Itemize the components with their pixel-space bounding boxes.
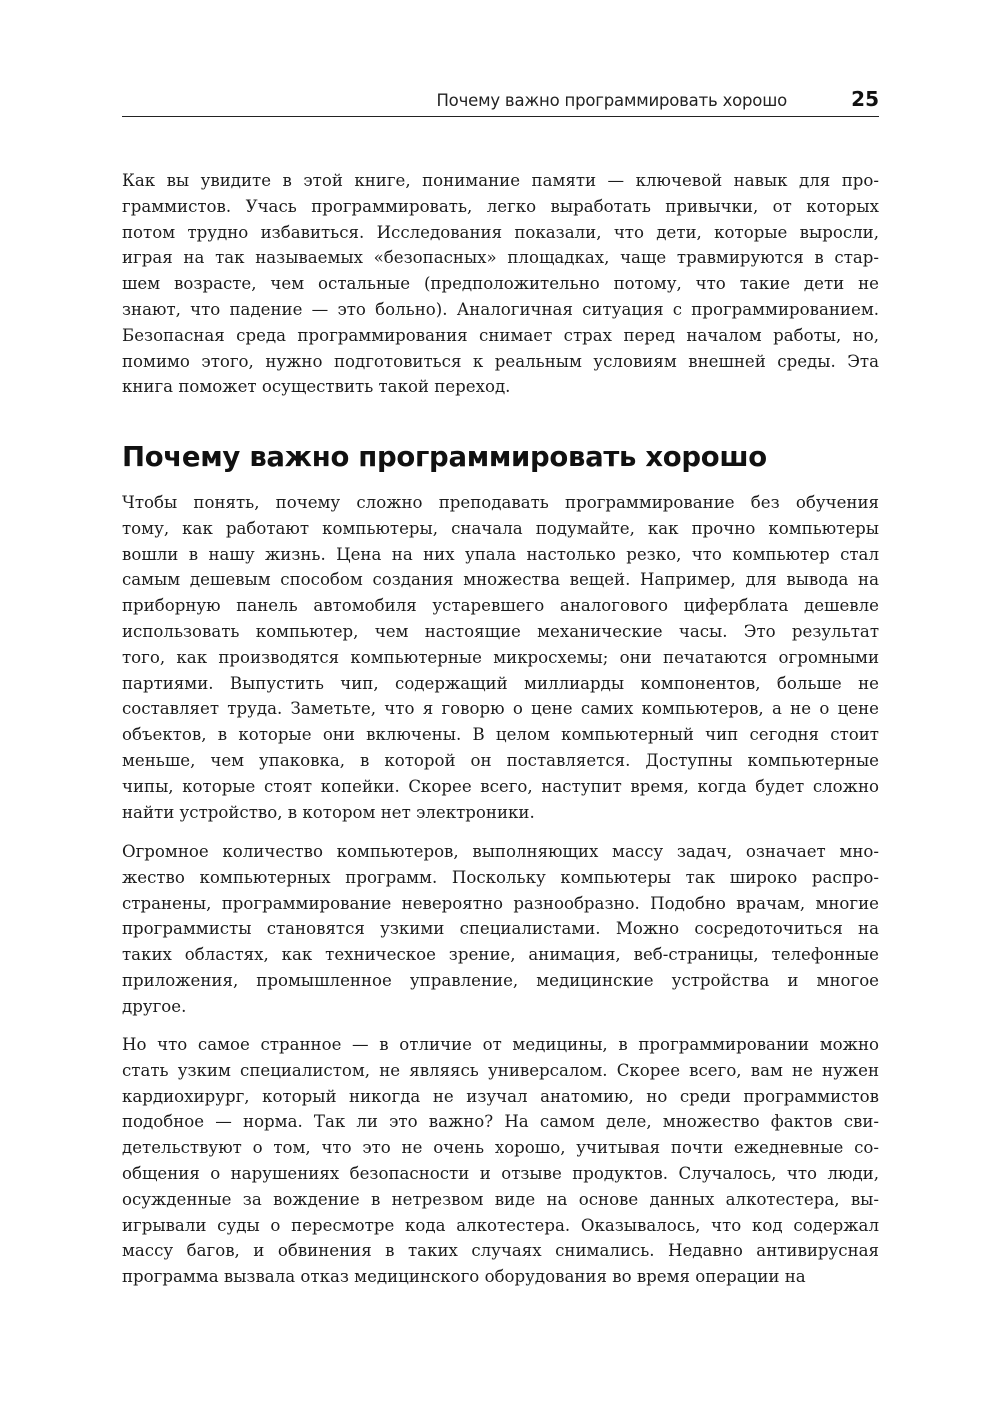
text-line: Чтобы понять, почему сложно преподавать программирование без обучения bbox=[122, 493, 879, 512]
running-header bbox=[122, 86, 879, 117]
text-line: подобное — норма. Так ли это важно? На самом деле, множество фактов сви- bbox=[122, 1112, 879, 1132]
text-line: общения о нарушениях безопасности и отзыве продуктов. Случалось, что люди, bbox=[122, 1163, 879, 1183]
text-line: чипы, которые стоят копейки. Скорее всего, наступит время, когда будет сложно bbox=[122, 776, 879, 796]
text-line: кардиохирург, который никогда не изучал анатомию, но среди программистов bbox=[122, 1086, 879, 1106]
text-line: стать узким специалистом, не являясь универсалом. Скорее всего, вам не нужен bbox=[122, 1060, 879, 1080]
page-number: 25 bbox=[851, 87, 879, 111]
text-line: осужденные за вождение в нетрезвом виде на основе данных алкотестера, вы- bbox=[122, 1189, 879, 1209]
paragraph-memory-skill bbox=[122, 168, 879, 400]
text-line: Огромное количество компьютеров, выполняющих массу задач, означает мно- bbox=[122, 842, 879, 861]
text-line: объектов, в которые они включены. В целом компьютерный чип сегодня стоит bbox=[122, 725, 879, 745]
running-header-title: Почему важно программировать хорошо bbox=[436, 91, 787, 110]
text-line: массу багов, и обвинения в таких случаях снимались. Недавно антивирусная bbox=[122, 1241, 879, 1261]
text-line: использовать компьютер, чем настоящие механические часы. Это результат bbox=[122, 621, 879, 641]
text-line: потом трудно избавиться. Исследования показали, что дети, которые выросли, bbox=[122, 222, 879, 242]
paragraph-computers-everywhere bbox=[122, 490, 879, 825]
text-line: партиями. Выпустить чип, содержащий миллиарды компонентов, больше не bbox=[122, 673, 879, 693]
text-line: знают, что падение — это больно). Аналогичная ситуация с программированием. bbox=[122, 299, 879, 319]
text-line: Но что самое странное — в отличие от медицины, в программировании можно bbox=[122, 1035, 879, 1054]
text-line: программа вызвала отказ медицинского оборудования во время операции на bbox=[122, 1267, 806, 1287]
text-line: найти устройство, в котором нет электроники. bbox=[122, 802, 535, 822]
text-line: другое. bbox=[122, 996, 187, 1016]
text-line: шем возрасте, чем остальные (предположительно потому, что такие дети не bbox=[122, 274, 879, 294]
text-line: Как вы увидите в этой книге, понимание памяти — ключевой навык для про- bbox=[122, 171, 879, 190]
section-heading: Почему важно программировать хорошо bbox=[122, 441, 767, 473]
text-line: жество компьютерных программ. Поскольку компьютеры так широко распро- bbox=[122, 867, 879, 887]
text-line: помимо этого, нужно подготовиться к реальным условиям внешней среды. Эта bbox=[122, 351, 879, 371]
text-line: тому, как работают компьютеры, сначала подумайте, как прочно компьютеры bbox=[122, 518, 879, 538]
text-line: книга поможет осуществить такой переход. bbox=[122, 377, 511, 397]
text-line: игрывали суды о пересмотре кода алкотестера. Оказывалось, что код содержал bbox=[122, 1215, 879, 1235]
text-line: меньше, чем упаковка, в которой он поставляется. Доступны компьютерные bbox=[122, 750, 879, 770]
text-line: приборную панель автомобиля устаревшего аналогового циферблата дешевле bbox=[122, 596, 879, 616]
paragraph-specialization bbox=[122, 839, 879, 1020]
text-line: детельствуют о том, что это не очень хорошо, учитывая почти ежедневные со- bbox=[122, 1138, 879, 1158]
text-line: вошли в нашу жизнь. Цена на них упала настолько резко, что компьютер стал bbox=[122, 544, 879, 564]
text-line: составляет труда. Заметьте, что я говорю о цене самих компьютеров, а не о цене bbox=[122, 699, 879, 719]
text-line: приложения, промышленное управление, медицинские устройства и многое bbox=[122, 970, 879, 990]
text-line: Безопасная среда программирования снимает страх перед началом работы, но, bbox=[122, 325, 879, 345]
text-line: граммистов. Учась программировать, легко выработать привычки, от которых bbox=[122, 196, 879, 216]
text-line: самым дешевым способом создания множества вещей. Например, для вывода на bbox=[122, 570, 879, 590]
text-line: таких областях, как техническое зрение, анимация, веб-страницы, телефонные bbox=[122, 945, 879, 965]
text-line: играя на так называемых «безопасных» площадках, чаще травмируются в стар- bbox=[122, 248, 879, 268]
paragraph-generalist bbox=[122, 1032, 879, 1290]
text-line: странены, программирование невероятно разнообразно. Подобно врачам, многие bbox=[122, 893, 879, 913]
text-line: того, как производятся компьютерные микросхемы; они печатаются огромными bbox=[122, 647, 879, 667]
text-line: программисты становятся узкими специалистами. Можно сосредоточиться на bbox=[122, 919, 879, 939]
